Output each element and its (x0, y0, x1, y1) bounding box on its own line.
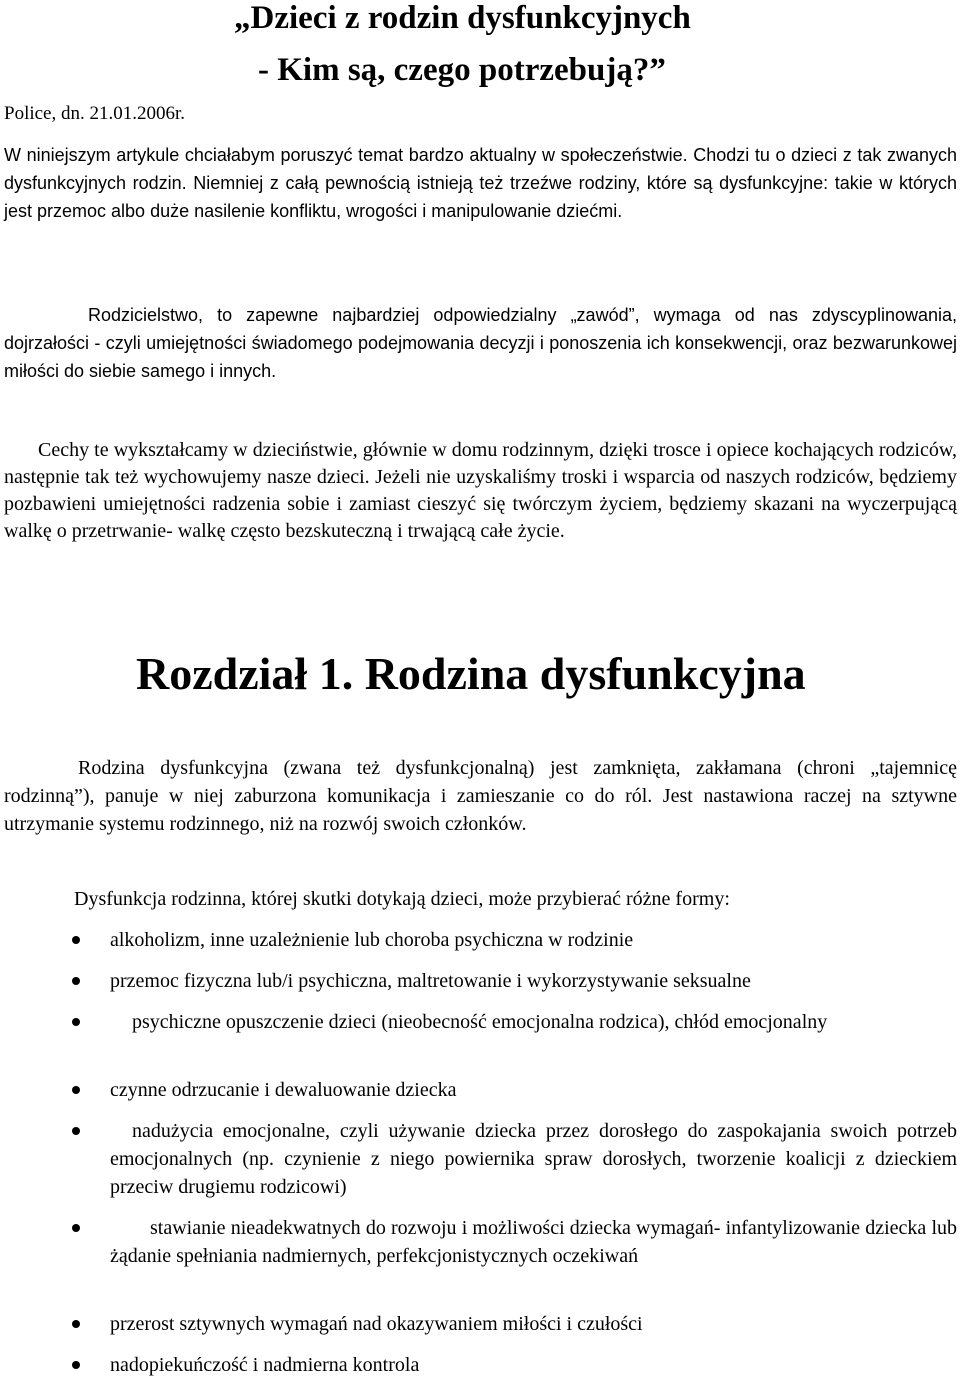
list-item-text: stawianie nieadekwatnych do rozwoju i możliwości dziecka wymagań- infantylizowanie dziecka lub żądanie spełniania nadmiernych, perfekcjonistycznych oczekiwań (110, 1217, 957, 1267)
paragraph-definition: Rodzina dysfunkcyjna (zwana też dysfunkcjonalną) jest zamknięta, zakłamana (chroni „tajemnicę rodzinną”), panuje w niej zaburzona komunikacja i zamieszanie co do ról. Jest nastawiona raczej na sztywne utrzymanie systemu rodzinnego, niż na rozwój swoich członków. (4, 757, 957, 835)
list-item-text: przemoc fizyczna lub/i psychiczna, maltretowanie i wykorzystywanie seksualne (110, 970, 751, 992)
paragraph-intro: W niniejszym artykule chciałabym poruszyć temat bardzo aktualny w społeczeństwie. Chodzi tu o dzieci z tak zwanych dysfunkcyjnych rodzin. Niemniej z całą pewnością istnieją też trzeźwe rodziny, które są dysfunkcyjne: takie w których jest przemoc albo duże nasilenie konfliktu, wrogości i manipulowanie dziećmi. (4, 145, 957, 221)
bullet-icon (72, 1086, 80, 1094)
bullet-icon (72, 1320, 80, 1328)
list-item-text: nadopiekuńczość i nadmierna kontrola (110, 1354, 420, 1376)
list-item-text: przerost sztywnych wymagań nad okazywaniem miłości i czułości (110, 1313, 643, 1335)
list-item-text: nadużycia emocjonalne, czyli używanie dziecka przez dorosłego do zaspokajania swoich potrzeb emocjonalnych (np. czynienie z niego powiernika spraw dorosłych, tworzenie koalicji z dzieckiem przeciw drugiemu rodzicowi) (110, 1120, 957, 1198)
list-item-text: psychiczne opuszczenie dzieci (nieobecność emocjonalna rodzica), chłód emocjonalny (132, 1011, 828, 1033)
document-title-line-2: - Kim są, czego potrzebują?” (258, 52, 666, 88)
document-title-line-1: „Dzieci z rodzin dysfunkcyjnych (234, 0, 691, 36)
paragraph-traits: Cechy te wykształcamy w dzieciństwie, głównie w domu rodzinnym, dzięki trosce i opiece kochających rodziców, następnie tak też wychowujemy nasze dzieci. Jeżeli nie uzyskaliśmy troski i wsparcia od naszych rodziców, będziemy pozbawieni umiejętności radzenia sobie i zamiast cieszyć się twórczym życiem, będziemy skazani na wyczerpującą walkę o przetrwanie- walkę często bezskuteczną i trwającą całe życie. (4, 439, 957, 542)
bullet-icon (72, 1018, 80, 1026)
paragraph-parenthood: Rodzicielstwo, to zapewne najbardziej odpowiedzialny „zawód”, wymaga od nas zdyscyplinowania, dojrzałości - czyli umiejętności świadomego podejmowania decyzji i ponoszenia ich konsekwencji, oraz bezwarunkowej miłości do siebie samego i innych. (4, 305, 957, 381)
list-item-text: czynne odrzucanie i dewaluowanie dziecka (110, 1079, 457, 1101)
list-item-text: alkoholizm, inne uzależnienie lub choroba psychiczna w rodzinie (110, 929, 634, 951)
bullet-icon (72, 1127, 80, 1135)
list-intro: Dysfunkcja rodzinna, której skutki dotykają dzieci, może przybierać różne formy: (74, 888, 730, 910)
bullet-icon (72, 1224, 80, 1232)
chapter-heading: Rozdział 1. Rodzina dysfunkcyjna (136, 648, 806, 699)
place-date: Police, dn. 21.01.2006r. (4, 103, 186, 124)
bullet-icon (72, 977, 80, 985)
bullet-icon (72, 1361, 80, 1369)
bullet-icon (72, 936, 80, 944)
